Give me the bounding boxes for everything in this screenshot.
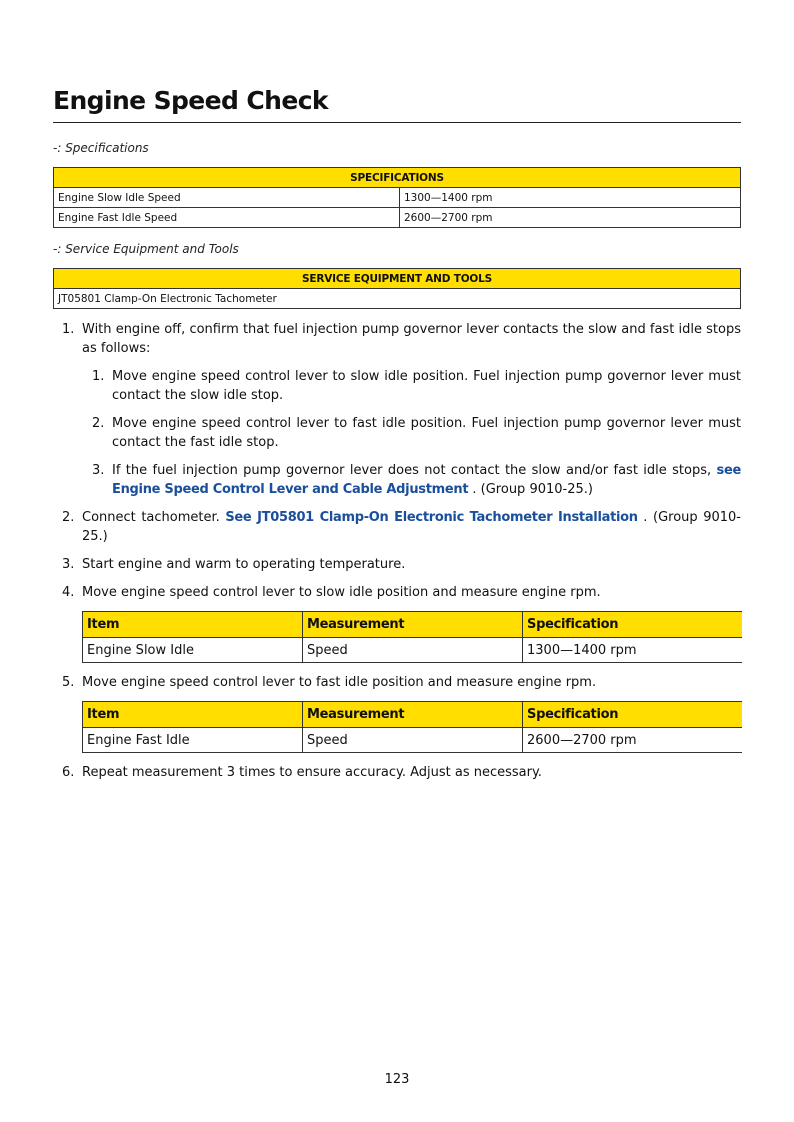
step-3	[53, 555, 741, 574]
step-number: 2.	[62, 510, 75, 525]
spec-item: Engine Slow Idle Speed	[54, 188, 400, 208]
spec-value: 2600—2700 rpm	[400, 208, 741, 228]
specifications-header: SPECIFICATIONS	[54, 168, 741, 188]
step-number: 1.	[62, 322, 75, 337]
step-2	[53, 508, 741, 546]
step-text: With engine off, confirm that fuel injection pump governor lever contacts the slow and fast idle stops as follows:	[82, 322, 741, 356]
step-text: Move engine speed control lever to fast idle position. Fuel injection pump governor lever must contact the fast idle stop.	[112, 416, 741, 450]
step-text: Start engine and warm to operating temperature.	[82, 557, 406, 572]
title-divider	[53, 122, 741, 123]
measurement-header: Measurement	[303, 612, 523, 638]
step-text: Move engine speed control lever to slow idle position and measure engine rpm.	[82, 585, 601, 600]
specification-cell: 1300—1400 rpm	[523, 638, 743, 663]
spec-value: 1300—1400 rpm	[400, 188, 741, 208]
table-row	[54, 289, 741, 309]
tool-item: JT05801 Clamp-On Electronic Tachometer	[54, 289, 741, 309]
tools-table	[53, 268, 741, 309]
tools-caption: -: Service Equipment and Tools	[53, 242, 239, 256]
step-5	[53, 673, 741, 692]
substep-1-2	[53, 414, 741, 452]
substep-1-1	[53, 367, 741, 405]
item-header: Item	[83, 702, 303, 728]
slow-idle-measurement-table	[82, 611, 742, 663]
page-title: Engine Speed Check	[53, 86, 328, 115]
step-text: If the fuel injection pump governor lever does not contact the slow and/or fast idle stops,	[112, 463, 712, 478]
specifications-caption: -: Specifications	[53, 141, 149, 155]
control-lever-adjustment-link[interactable]: see Engine Speed Control Lever and Cable Adjustment	[112, 463, 741, 497]
table-row	[54, 208, 741, 228]
page-number: 123	[384, 1072, 410, 1087]
step-text: Move engine speed control lever to fast idle position and measure engine rpm.	[82, 675, 597, 690]
step-6	[53, 763, 741, 782]
step-1	[53, 320, 741, 358]
measurement-header: Measurement	[303, 702, 523, 728]
step-number: 3.	[62, 557, 75, 572]
tachometer-installation-link[interactable]: See JT05801 Clamp-On Electronic Tachometer Installation	[225, 510, 638, 525]
step-number: 6.	[62, 765, 75, 780]
item-cell: Engine Slow Idle	[83, 638, 303, 663]
specification-header: Specification	[523, 612, 743, 638]
substep-1-3	[53, 461, 741, 499]
procedure-steps	[53, 320, 741, 791]
step-reference: . (Group 9010-25.)	[82, 510, 741, 544]
table-row	[83, 728, 743, 753]
item-header: Item	[83, 612, 303, 638]
step-text: Move engine speed control lever to slow idle position. Fuel injection pump governor lever must contact the slow idle stop.	[112, 369, 741, 403]
measurement-cell: Speed	[303, 638, 523, 663]
spec-item: Engine Fast Idle Speed	[54, 208, 400, 228]
specifications-table	[53, 167, 741, 228]
specification-cell: 2600—2700 rpm	[523, 728, 743, 753]
step-text: Repeat measurement 3 times to ensure accuracy. Adjust as necessary.	[82, 765, 542, 780]
table-row	[83, 638, 743, 663]
step-number: 3.	[92, 463, 105, 478]
fast-idle-measurement-table	[82, 701, 742, 753]
step-number: 2.	[92, 416, 105, 431]
step-reference: . (Group 9010-25.)	[468, 482, 593, 497]
specification-header: Specification	[523, 702, 743, 728]
item-cell: Engine Fast Idle	[83, 728, 303, 753]
step-number: 5.	[62, 675, 75, 690]
step-number: 4.	[62, 585, 75, 600]
measurement-cell: Speed	[303, 728, 523, 753]
tools-header: SERVICE EQUIPMENT AND TOOLS	[54, 269, 741, 289]
step-text: Connect tachometer.	[82, 510, 220, 525]
table-row	[54, 188, 741, 208]
step-number: 1.	[92, 369, 105, 384]
step-4	[53, 583, 741, 602]
